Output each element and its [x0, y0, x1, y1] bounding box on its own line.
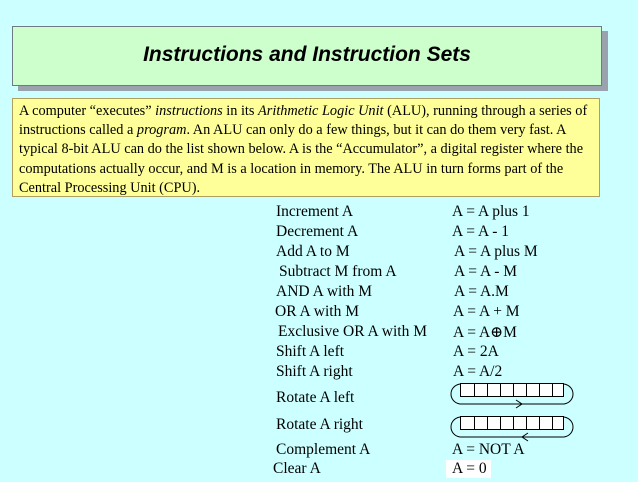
instruction-row: [0, 243, 638, 265]
instruction-op: Complement A: [276, 441, 371, 458]
instruction-op: Rotate A right: [276, 416, 363, 433]
instruction-op: AND A with M: [276, 283, 373, 300]
instruction-op: Shift A left: [276, 343, 345, 360]
instruction-row: [0, 323, 638, 345]
instruction-row: [0, 303, 638, 325]
intro-text-2: in its: [222, 103, 259, 119]
instruction-result: A = A plus 1: [452, 203, 530, 220]
instruction-op: Increment A: [276, 203, 354, 220]
instruction-op: Rotate A left: [276, 389, 355, 406]
instruction-op: Clear A: [273, 460, 321, 477]
instruction-result: A = A plus M: [454, 243, 538, 260]
instruction-row: [0, 223, 638, 245]
page-title: Instructions and Instruction Sets: [143, 43, 471, 66]
intro-emphasis-program: program: [136, 122, 187, 139]
title-box: [12, 26, 602, 86]
instruction-op: Exclusive OR A with M: [278, 323, 427, 340]
rotate-left-arrow-icon: [444, 380, 580, 410]
instruction-op: OR A with M: [275, 303, 359, 320]
instruction-op: Decrement A: [276, 223, 359, 240]
instruction-result: A = A - M: [454, 263, 518, 280]
intro-text-4: . An ALU can only do a few things, but it can do them very fast. A typical 8-bit ALU can do the list shown below. A is the “Accumulator”, a digital register where the computations actually occur, and M is a location in memory. The ALU in turn forms part of the Central Processing Unit (CPU).: [19, 122, 584, 196]
rotate-right-arrow-icon: [444, 413, 580, 443]
instruction-row: [0, 203, 638, 225]
instruction-result: A = 2A: [453, 343, 499, 360]
instruction-op: Shift A right: [276, 363, 353, 380]
instruction-result: A = A⊕M: [453, 324, 517, 341]
instruction-result: A = 0: [452, 460, 487, 477]
intro-text-1: A computer “executes”: [19, 103, 156, 119]
instruction-row: [0, 283, 638, 305]
instruction-result: A = NOT A: [452, 441, 525, 458]
instruction-row: [0, 460, 638, 482]
instruction-row: [0, 263, 638, 285]
intro-emphasis-instructions: instructions: [155, 103, 223, 119]
intro-paragraph: [12, 98, 600, 197]
instruction-op: Subtract M from A: [279, 263, 397, 280]
instruction-result: A = A.M: [454, 283, 509, 300]
instruction-result: A = A + M: [453, 303, 520, 320]
intro-text-3: (ALU), running through a series of instructions called a: [19, 103, 588, 139]
intro-emphasis-alu: Arithmetic Logic Unit: [258, 103, 384, 119]
instruction-result: A = A - 1: [452, 223, 509, 240]
instruction-row: [0, 343, 638, 365]
instruction-op: Add A to M: [276, 243, 350, 260]
instruction-result: A = A/2: [453, 363, 503, 380]
